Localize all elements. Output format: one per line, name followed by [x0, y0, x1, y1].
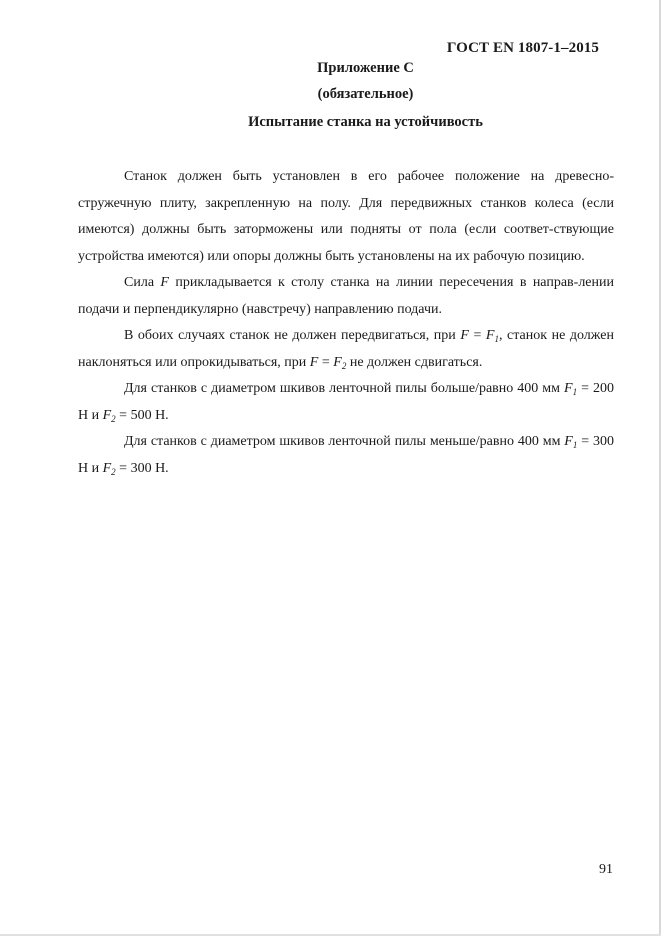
p4-text-a: Для станков с диаметром шкивов ленточной пилы больше/равно 400 мм [124, 381, 565, 396]
page-number: 91 [599, 862, 613, 877]
p5-text-b: = 300 Н и [78, 434, 614, 476]
p5-symbol-f2: F [102, 460, 112, 476]
p4-sub-1: 1 [572, 387, 578, 397]
p5-text-c: = 300 Н. [115, 460, 169, 476]
p2-text-b: прикладывается к столу станка на линии пересечения в направ-лении подачи и перпендикулярно (навстречу) направлению подачи. [78, 275, 614, 317]
body-text [78, 164, 614, 482]
p4-sub-2: 2 [111, 413, 116, 424]
p2-symbol-f: F [160, 275, 169, 290]
p4-symbol-f2: F [102, 407, 112, 423]
paragraph-1: Станок должен быть установлен в его рабочее положение на древесно-стружечную плиту, закрепленную на полу. Для передвижных станков колеса (если имеются) должны быть заторможены или подняты от пола (если соответ-ствующие устройства имеются) или опоры должны быть установлены на их рабочую позицию. [78, 169, 614, 264]
p4-text-b: = 200 Н и [78, 381, 614, 423]
p5-sub-1: 1 [572, 440, 578, 450]
p3-symbol-f: F [460, 328, 469, 343]
p3-text-c: не должен сдвигаться. [346, 354, 483, 370]
p5-sub-2: 2 [111, 466, 116, 477]
p3-eq: = [468, 328, 486, 343]
p3-symbol-f2: F [333, 354, 342, 370]
p3-symbol-f1: F [485, 328, 495, 343]
appendix-label: Приложение С [317, 60, 414, 76]
paragraph-5 [78, 429, 614, 482]
p5-symbol-f1: F [564, 434, 573, 449]
appendix-title: Испытание станка на устойчивость [248, 114, 483, 130]
p5-text-a: Для станков с диаметром шкивов ленточной пилы меньше/равно 400 мм [124, 434, 565, 449]
p3-symbol-f-b: F [309, 354, 319, 370]
p4-symbol-f1: F [564, 381, 573, 396]
document-code: ГОСТ EN 1807-1–2015 [446, 40, 599, 56]
p3-eq2: = [318, 354, 334, 370]
p3-text-b: , станок не должен наклоняться или опрокидываться, при [78, 328, 614, 370]
p3-sub-1: 1 [494, 334, 499, 344]
p2-text-a: Сила [124, 275, 161, 290]
paragraph-4 [78, 376, 614, 429]
p3-sub-2: 2 [341, 360, 347, 371]
appendix-status: (обязательное) [317, 86, 414, 102]
paragraph-2 [78, 270, 614, 323]
p3-text-a: В обоих случаях станок не должен передвигаться, при [124, 328, 461, 343]
p4-text-c: = 500 Н. [115, 407, 169, 423]
paragraph-3 [78, 323, 614, 376]
